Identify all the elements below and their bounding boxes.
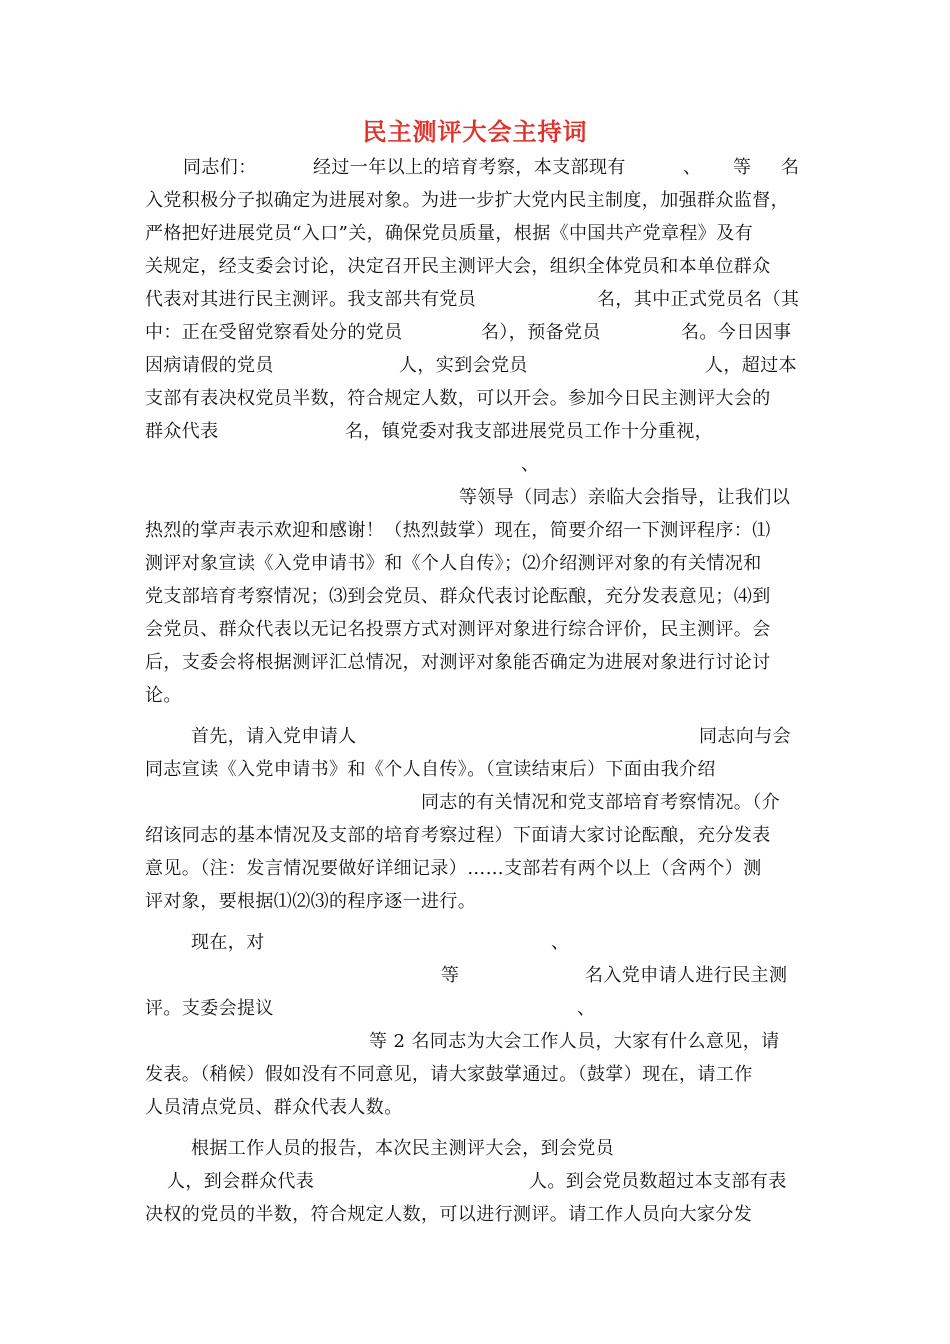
text-segment: 发表。（稍候）假如没有不同意见，请大家鼓掌通过。（鼓掌）现在，请工作 <box>145 1064 753 1085</box>
text-segment: 同志向与会 <box>699 726 791 747</box>
text-segment: 党支部培育考察情况；⑶到会党员、群众代表讨论酝酿，充分发表意见；⑷到 <box>145 586 771 607</box>
text-segment: 等领导（同志）亲临大会指导，让我们以 <box>459 487 791 508</box>
text-segment: 支部有表决权党员半数，符合规定人数，可以开会。参加今日民主测评大会的 <box>145 388 771 409</box>
text-segment: 人，实到会党员 <box>399 355 528 376</box>
text-segment: 后，支委会将根据测评汇总情况，对测评对象能否确定为进展对象进行讨论讨 <box>145 652 771 673</box>
text-segment: 代表对其进行民主测评。我支部共有党员 <box>145 289 477 310</box>
text-segment: 意见。（注：发言情况要做好详细记录）……支部若有两个以上（含两个）测 <box>145 858 762 879</box>
text-segment: 首先，请入党申请人 <box>191 726 357 747</box>
text-segment: 根据工作人员的报告，本次民主测评大会，到会党员 <box>191 1138 615 1159</box>
text-segment: 名，镇党委对我支部进展党员工作十分重视， <box>345 421 713 442</box>
text-segment: 人。到会党员数超过本支部有表 <box>529 1171 787 1192</box>
text-segment: 关规定，经支委会讨论，决定召开民主测评大会，组织全体党员和本单位群众 <box>145 256 771 277</box>
text-segment: 等 <box>441 965 460 986</box>
text-segment: 会党员、群众代表以无记名投票方式对测评对象进行综合评价，民主测评。会 <box>145 619 771 640</box>
text-segment: 名 <box>781 157 800 178</box>
text-segment: 入党积极分子拟确定为进展对象。为进一步扩大党内民主制度，加强群众监督， <box>145 190 789 211</box>
text-segment: 中：正在受留党察看处分的党员 <box>145 322 403 343</box>
text-segment: 测评对象宣读《入党申请书》和《个人自传》；⑵介绍测评对象的有关情况和 <box>145 553 762 574</box>
text-segment: 评对象，要根据⑴⑵⑶的程序逐一进行。 <box>145 891 477 912</box>
text-segment: 评。支委会提议 <box>145 998 274 1019</box>
text-segment: 同志们： <box>183 157 257 178</box>
text-segment: 、 <box>577 998 596 1019</box>
text-segment: 热烈的掌声表示欢迎和感谢！（热烈鼓掌）现在，简要介绍一下测评程序：⑴ <box>145 520 771 541</box>
text-segment: 严格把好进展党员“入口”关，确保党员质量，根据《中国共产党章程》及有 <box>145 223 754 244</box>
text-segment: 等 2 名同志为大会工作人员，大家有什么意见，请 <box>369 1031 780 1052</box>
text-segment: 群众代表 <box>145 421 219 442</box>
text-segment: 、 <box>683 157 702 178</box>
text-segment: 等 <box>733 157 752 178</box>
text-segment: 人，超过本 <box>705 355 797 376</box>
text-segment: 名。今日因事 <box>681 322 792 343</box>
text-segment: 人员清点党员、群众代表人数。 <box>145 1097 403 1118</box>
text-segment: 名），预备党员 <box>481 322 601 343</box>
text-segment: 名入党申请人进行民主测 <box>585 965 788 986</box>
text-segment: 决权的党员的半数，符合规定人数，可以进行测评。请工作人员向大家分发 <box>145 1204 753 1225</box>
text-segment: 绍该同志的基本情况及支部的培育考察过程）下面请大家讨论酝酿，充分发表 <box>145 825 771 846</box>
text-segment: 因病请假的党员 <box>145 355 274 376</box>
text-segment: 人，到会群众代表 <box>167 1171 315 1192</box>
text-segment: 同志的有关情况和党支部培育考察情况。（介 <box>421 792 780 813</box>
text-segment: 名，其中正式党员名（其 <box>597 289 800 310</box>
text-segment: 、 <box>551 932 570 953</box>
text-segment: 现在，对 <box>191 932 265 953</box>
text-segment: 、 <box>521 454 540 475</box>
text-segment: 经过一年以上的培育考察，本支部现有 <box>313 157 626 178</box>
document-title: 民主测评大会主持词 <box>362 118 588 146</box>
text-segment: 同志宣读《入党申请书》和《个人自传》。（宣读结束后）下面由我介绍 <box>145 759 716 780</box>
text-segment: 论。 <box>145 685 182 706</box>
